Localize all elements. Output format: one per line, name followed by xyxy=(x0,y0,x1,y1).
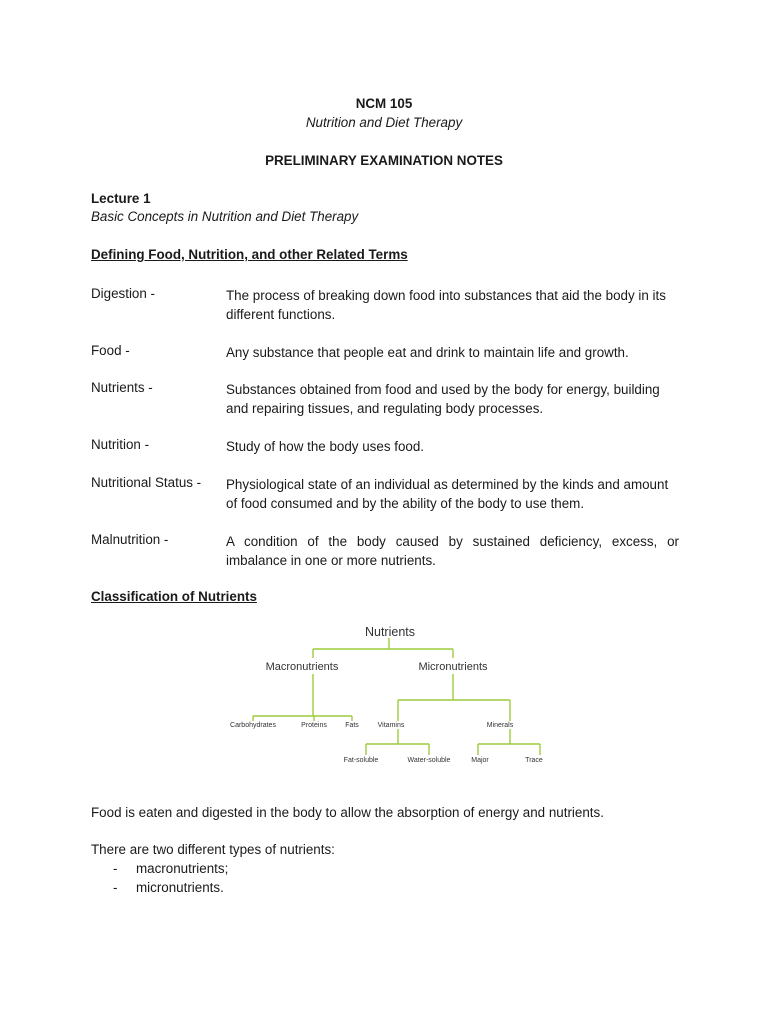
term-definition: Substances obtained from food and used by the body for energy, building and repairing tissues, and regulating body processes. xyxy=(226,382,660,416)
course-code: NCM 105 xyxy=(355,96,413,111)
body-paragraph: Food is eaten and digested in the body to allow the absorption of energy and nutrients. xyxy=(91,805,604,820)
node-proteins: Proteins xyxy=(301,722,327,729)
term-definition: A condition of the body caused by sustained deficiency, excess, or imbalance in one or more nutrients. xyxy=(226,534,679,568)
node-macronutrients: Macronutrients xyxy=(265,661,339,673)
term-label: Digestion - xyxy=(91,286,156,301)
node-major: Major xyxy=(471,757,489,764)
term-label: Nutritional Status - xyxy=(91,475,202,490)
lecture-subtitle: Basic Concepts in Nutrition and Diet Therapy xyxy=(91,209,359,224)
term-definition: Any substance that people eat and drink to maintain life and growth. xyxy=(226,345,629,360)
course-title: Nutrition and Diet Therapy xyxy=(305,115,463,130)
term-label: Nutrients - xyxy=(91,380,153,395)
section-heading-definitions: Defining Food, Nutrition, and other Related Terms xyxy=(91,247,408,262)
node-water-soluble: Water-soluble xyxy=(407,757,451,764)
nutrient-classification-diagram xyxy=(215,618,550,765)
node-micronutrients: Micronutrients xyxy=(418,661,488,673)
node-nutrients: Nutrients xyxy=(364,625,416,639)
node-trace: Trace xyxy=(525,757,543,764)
section-heading-classification: Classification of Nutrients xyxy=(91,589,257,604)
term-label: Malnutrition - xyxy=(91,532,169,547)
node-minerals: Minerals xyxy=(486,722,514,729)
lecture-label: Lecture 1 xyxy=(91,191,151,206)
bullet-dash: - xyxy=(113,880,118,895)
term-definition: Study of how the body uses food. xyxy=(226,439,425,454)
term-label: Nutrition - xyxy=(91,437,150,452)
body-paragraph: There are two different types of nutrients: xyxy=(91,842,335,857)
bullet-item: micronutrients. xyxy=(136,880,224,895)
node-carbohydrates: Carbohydrates xyxy=(230,722,276,729)
node-vitamins: Vitamins xyxy=(377,722,405,729)
term-definition: Physiological state of an individual as determined by the kinds and amount of food consumed and by the ability of the body to use them. xyxy=(226,477,669,511)
exam-title: PRELIMINARY EXAMINATION NOTES xyxy=(265,153,503,168)
node-fat-soluble: Fat-soluble xyxy=(343,757,379,764)
bullet-dash: - xyxy=(113,861,118,876)
node-fats: Fats xyxy=(345,722,359,729)
diagram-connectors xyxy=(253,638,540,755)
term-label: Food - xyxy=(91,343,130,358)
bullet-item: macronutrients; xyxy=(136,861,229,876)
term-definition: The process of breaking down food into substances that aid the body in its different functions. xyxy=(226,288,666,322)
